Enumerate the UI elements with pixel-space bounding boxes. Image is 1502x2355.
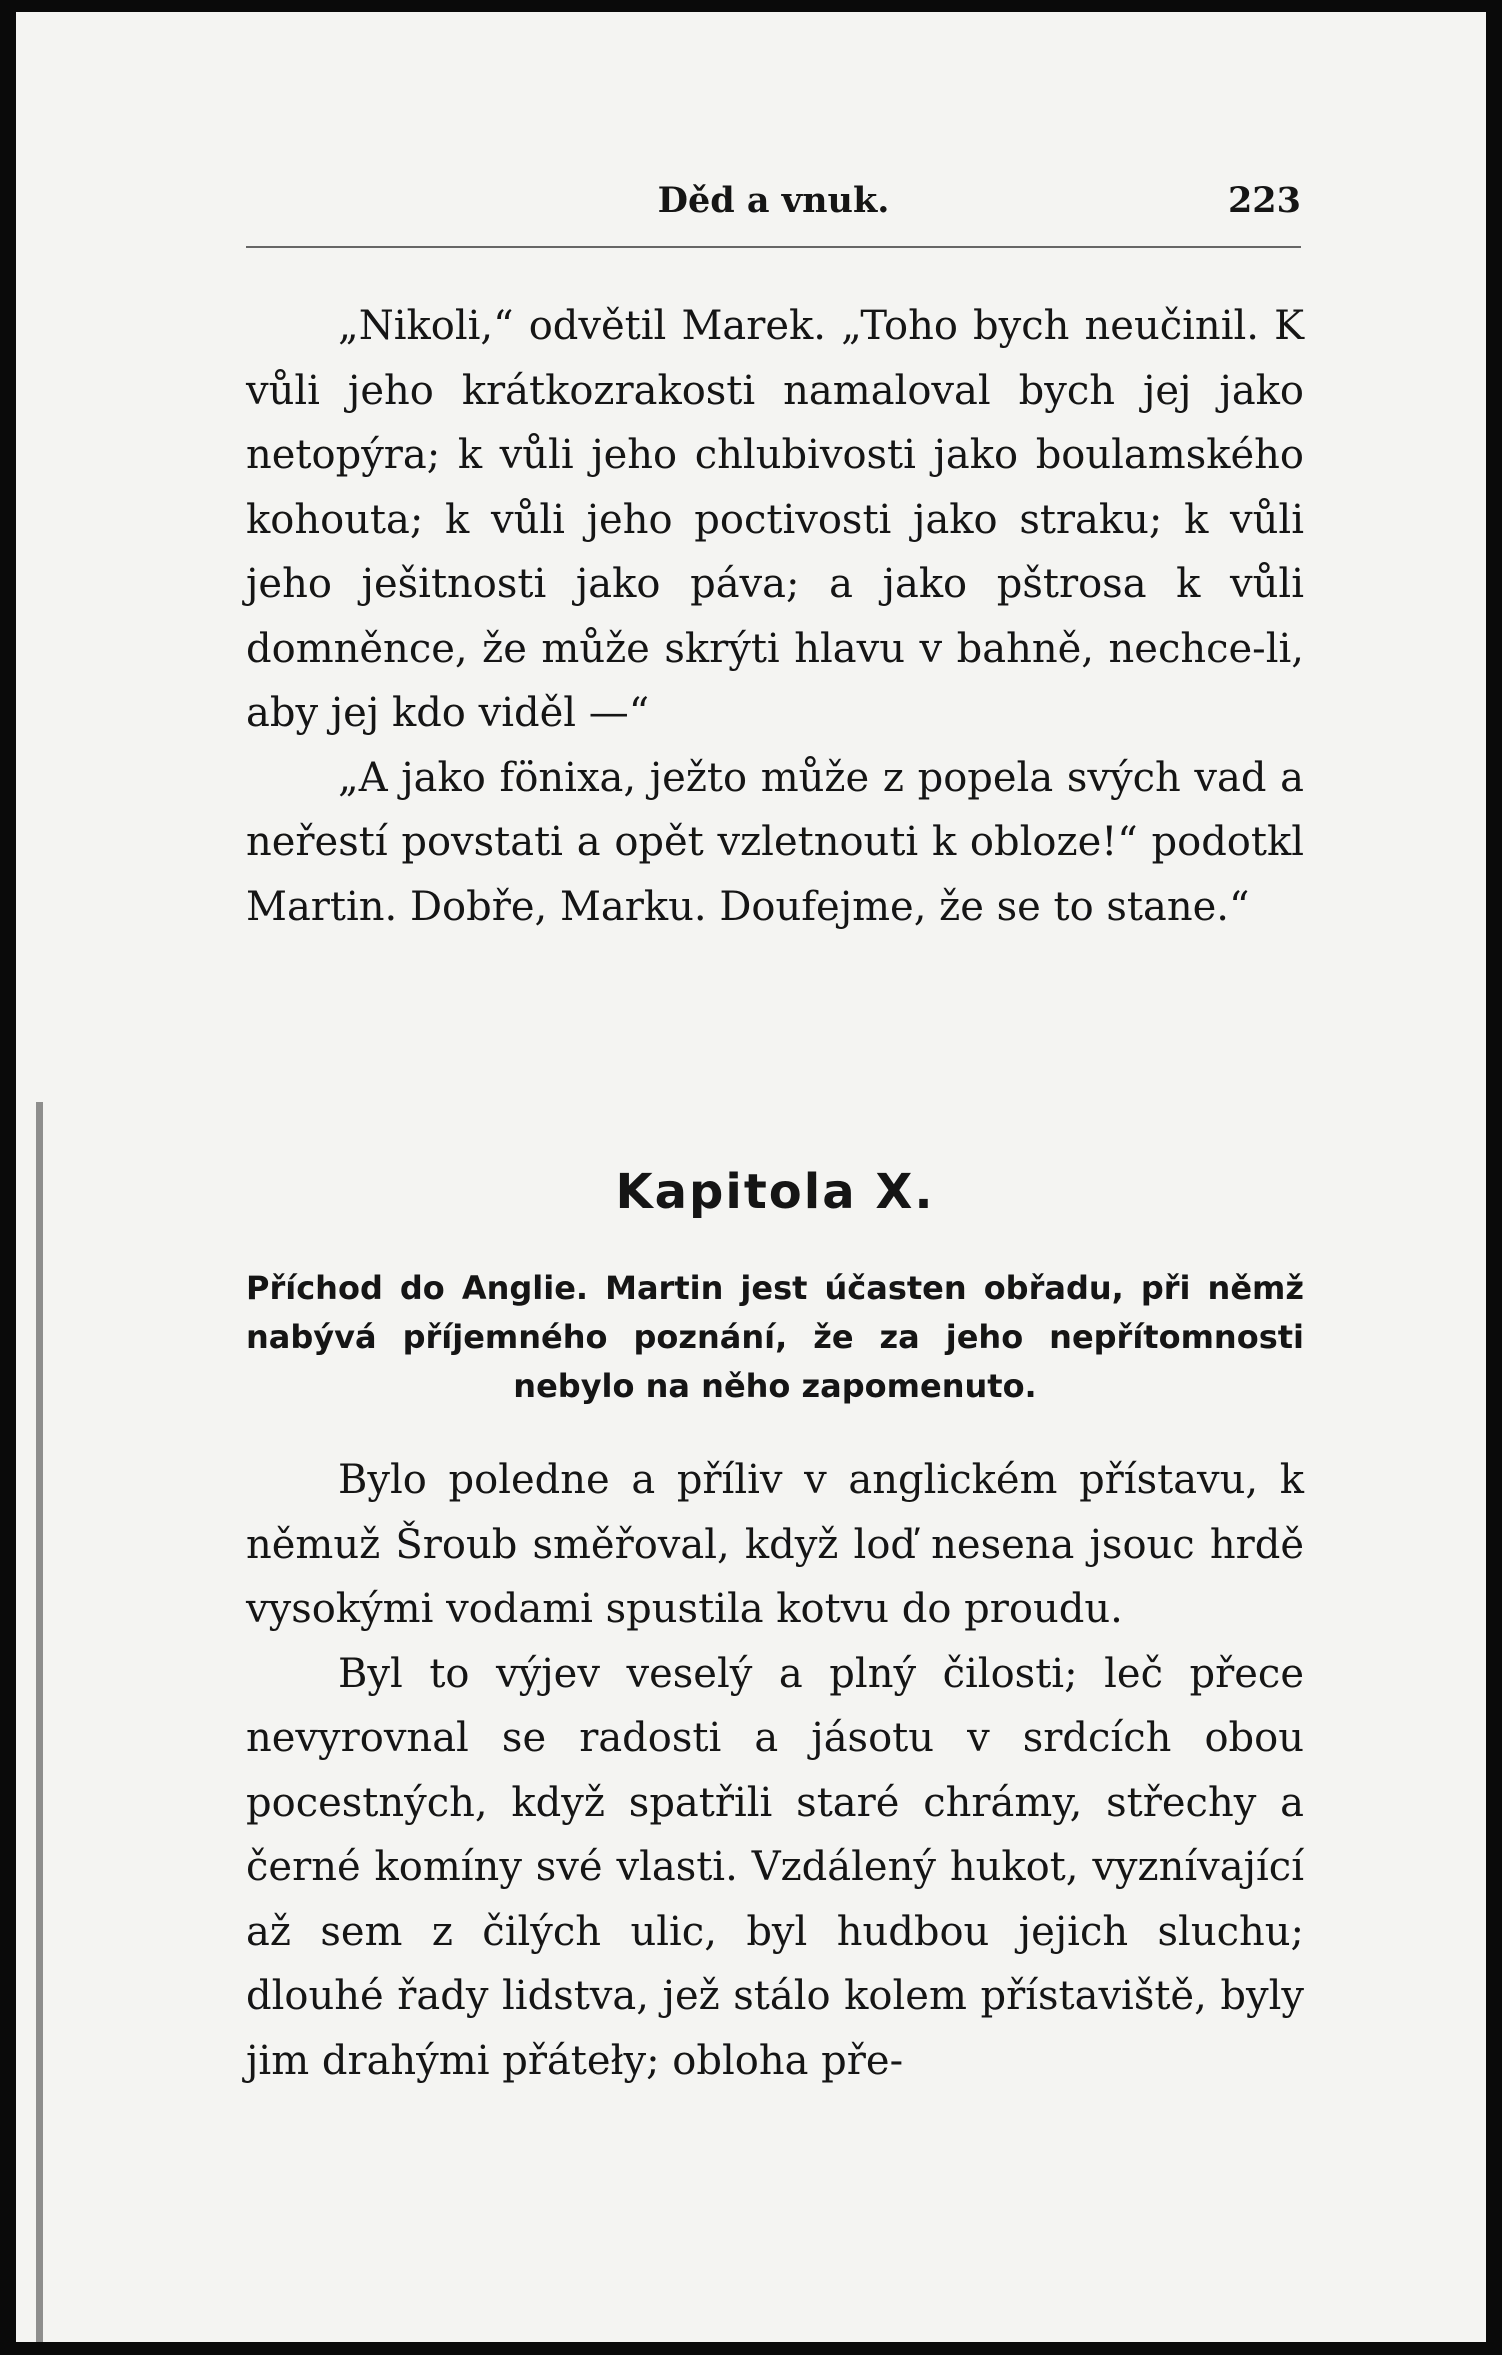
paragraph: Byl to výjev veselý a plný čilosti; leč přece nevyrovnal se radosti a jásotu v srdcích obou pocestných, když spatřili staré chrámy, střechy a černé komíny své vlasti. Vzdálený hukot, vyznívající až sem z čilých ulic, byl hudbou jejich sluchu; dlouhé řady lidstva, jež stálo kolem přístaviště, byly jim drahými přáteły; obloha pře- <box>246 1650 1304 2084</box>
running-title: Děd a vnuk. <box>657 180 890 221</box>
running-header <box>246 180 1301 242</box>
paragraph: Bylo poledne a příliv v anglickém přístavu, k němuž Šroub směřoval, když loď nesena jsouc hrdě vysokými vodami spustila kotvu do proudu. <box>246 1457 1304 1632</box>
text-block-bottom <box>246 1448 1304 2093</box>
text-block-top <box>246 294 1304 939</box>
paragraph: „Nikoli,“ odvětil Marek. „Toho bych neučinil. K vůli jeho krátkozrakosti namaloval bych jej jako netopýra; k vůli jeho chlubivosti jako boulamského kohouta; k vůli jeho poctivosti jako straku; k vůli jeho ješitnosti jako páva; a jako pštrosa k vůli domněnce, že může skrýti hlavu v bahně, nechce-li, aby jej kdo viděl —“ <box>246 303 1304 736</box>
header-rule <box>246 246 1301 248</box>
paragraph: „A jako fönixa, ježto může z popela svých vad a neřestí povstati a opět vzletnouti k obloze!“ podotkl Martin. Dobře, Marku. Doufejme, že se to stane.“ <box>246 754 1304 930</box>
page-number: 223 <box>1227 180 1301 221</box>
binding-edge <box>36 1102 43 2342</box>
chapter-heading: Kapitola X. <box>615 1164 935 1220</box>
chapter-summary: Příchod do Anglie. Martin jest účasten obřadu, při němž nabývá příjemného poznání, že za jeho nepřítomnosti nebylo na něho zapomenuto. <box>246 1269 1304 1405</box>
book-page <box>16 12 1486 2342</box>
